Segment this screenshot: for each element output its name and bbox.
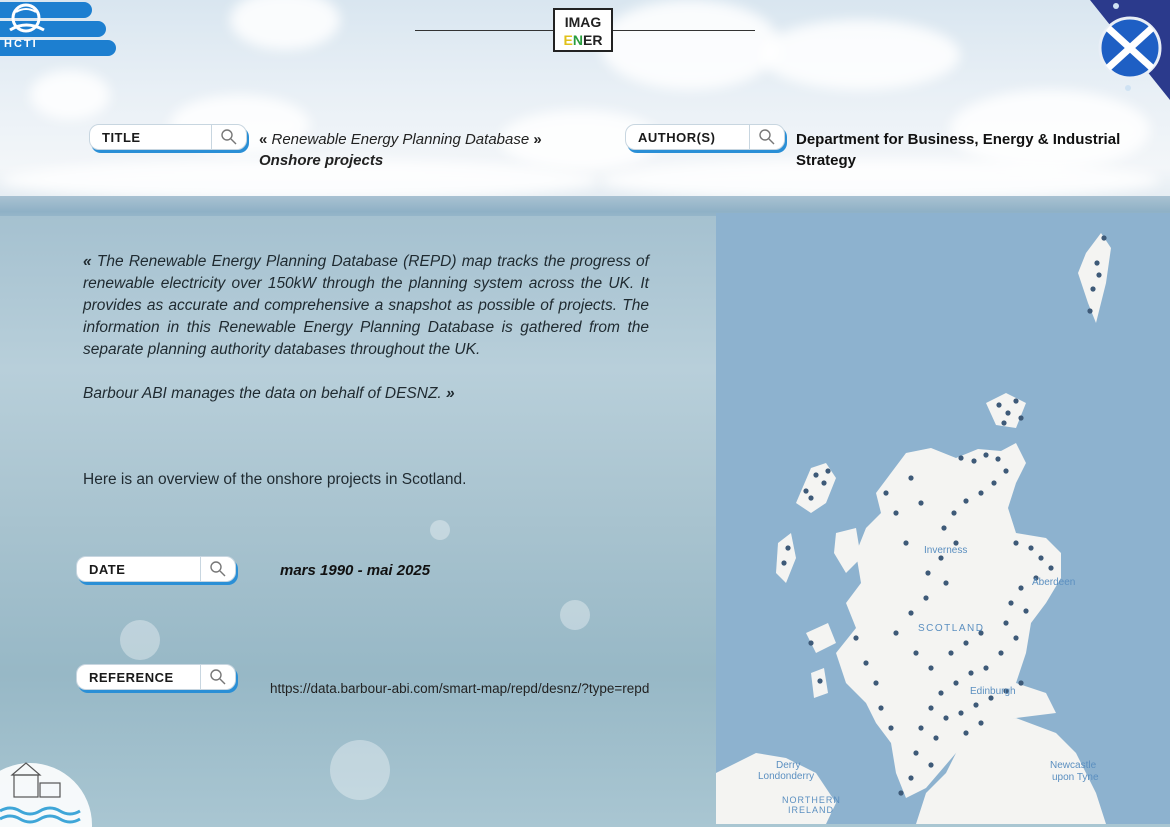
map-label-northern: NORTHERN [782,795,841,805]
scotland-flag-icon [1090,0,1170,100]
database-name: Renewable Energy Planning Database [267,131,534,148]
cloud [30,70,110,120]
reference-search-button[interactable] [200,665,235,689]
map-label-derry: Derry [776,760,801,771]
search-icon [209,560,227,578]
date-value: mars 1990 - mai 2025 [280,562,431,579]
desc-text-1: The Renewable Energy Planning Database (REPD) map tracks the progress of renewable electricity over 150kW through the planning system across the UK. It provides as accurate and comprehensive a snapshot as possible of projects. The information in this Renewable Energy Planning Database is gathered from the separate planning authority databases throughout the UK. [83,253,649,358]
desc-close-quote: » [446,385,455,402]
shetland [1078,233,1111,323]
imagener-brand [553,8,613,52]
map-label-edinburgh: Edinburgh [970,686,1016,697]
title-subtitle: Onshore projects [259,152,384,169]
description [83,251,649,405]
search-icon [220,128,238,146]
date-search-button[interactable] [200,557,235,581]
mull [806,623,836,653]
reference-label-pill [76,664,236,690]
author-label: AUTHOR(S) [638,130,716,145]
author-value: Department for Business, Energy & Industrial Strategy [796,131,1121,169]
close-quote: » [533,131,542,148]
description-paragraph-2 [83,383,649,405]
author-label-pill [625,124,785,150]
logo-text: HCTI [4,38,38,50]
map-label-ireland: IRELAND [788,805,835,815]
desc-open-quote: « [83,253,92,270]
brand-line2 [555,31,611,49]
title-search-button[interactable] [211,125,246,149]
map-label-scotland: SCOTLAND [918,623,985,634]
map-label-upon-tyne: upon Tyne [1052,772,1099,783]
bubble [560,600,590,630]
bubble [120,620,160,660]
reference-link[interactable]: https://data.barbour-abi.com/smart-map/repd/desnz/?type=repd [270,681,650,696]
bubble [330,740,390,800]
outer-hebrides-south [776,533,796,583]
skye [834,528,861,573]
scotland-projects-map[interactable] [716,213,1170,824]
date-label-pill [76,556,236,582]
title-label: TITLE [102,130,141,145]
title-value [259,129,542,171]
cloud [600,0,780,90]
map-label-newcastle: Newcastle [1050,760,1097,771]
village-illustration-icon [0,755,92,827]
map-canvas [716,213,1170,824]
reference-label: REFERENCE [89,670,174,685]
description-paragraph-1 [83,251,649,361]
overview-text: Here is an overview of the onshore projects in Scotland. [83,471,467,488]
title-label-pill [89,124,247,150]
brand-line1: IMAG [564,14,602,30]
desc-text-2: Barbour ABI manages the data on behalf of DESNZ. [83,385,447,402]
open-quote: « [259,131,268,148]
search-icon [209,668,227,686]
brand-letter-n: N [572,32,583,48]
brand-letter-e: E [563,32,573,48]
map-label-inverness: Inverness [924,545,968,556]
map-label-londonderry: Londonderry [758,771,815,782]
search-icon [758,128,776,146]
brand-letters-rest: ER [583,32,603,48]
brand-line-right [613,30,755,31]
map-label-aberdeen: Aberdeen [1032,577,1076,588]
date-label: DATE [89,562,126,577]
bubble [430,520,450,540]
cloud [760,20,960,90]
author-search-button[interactable] [749,125,784,149]
brand-line-left [415,30,553,31]
